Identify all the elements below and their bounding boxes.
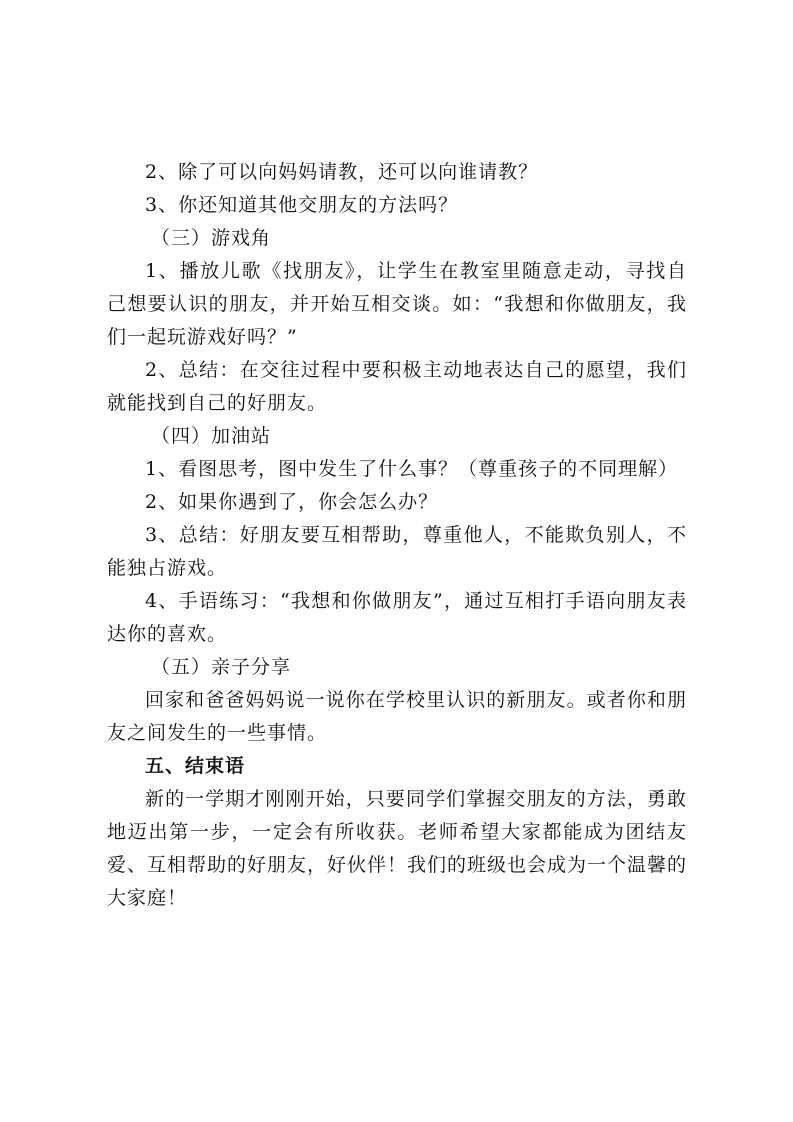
section-heading-family-share: （五）亲子分享 — [151, 656, 292, 678]
paragraph-game-1: 1、播放儿歌《找朋友》，让学生在教室里随意走动，寻找自己想要认识的朋友，并开始互相交谈。如：“我想和你做朋友，我们一起玩游戏好吗？” — [107, 260, 687, 348]
paragraph-cheer-3: 3、总结：好朋友要互相帮助，尊重他人，不能欺负别人，不能独占游戏。 — [107, 524, 687, 579]
paragraph-game-2: 2、总结：在交往过程中要积极主动地表达自己的愿望，我们就能找到自己的好朋友。 — [107, 359, 687, 414]
paragraph-cheer-1: 1、看图思考，图中发生了什么事？（尊重孩子的不同理解） — [145, 458, 679, 480]
section-heading-cheer-station: （四）加油站 — [151, 425, 272, 447]
paragraph-q3: 3、你还知道其他交朋友的方法吗？ — [145, 194, 459, 216]
paragraph-conclusion: 新的一学期才刚刚开始，只要同学们掌握交朋友的方法，勇敢地迈出第一步，一定会有所收获。老师希望大家都能成为团结友爱、互相帮助的好朋友，好伙伴！我们的班级也会成为一个温馨的大家庭！ — [107, 788, 688, 909]
paragraph-family-share: 回家和爸爸妈妈说一说你在学校里认识的新朋友。或者你和朋友之间发生的一些事情。 — [107, 689, 687, 744]
paragraph-q2: 2、除了可以向妈妈请教，还可以向谁请教？ — [145, 161, 539, 183]
paragraph-cheer-4: 4、手语练习：“我想和你做朋友”，通过互相打手语向朋友表达你的喜欢。 — [107, 590, 687, 645]
paragraph-cheer-2: 2、如果你遇到了，你会怎么办？ — [145, 491, 439, 513]
section-heading-conclusion: 五、结束语 — [145, 755, 246, 777]
section-heading-game-corner: （三）游戏角 — [151, 227, 272, 249]
document-body — [107, 156, 687, 915]
